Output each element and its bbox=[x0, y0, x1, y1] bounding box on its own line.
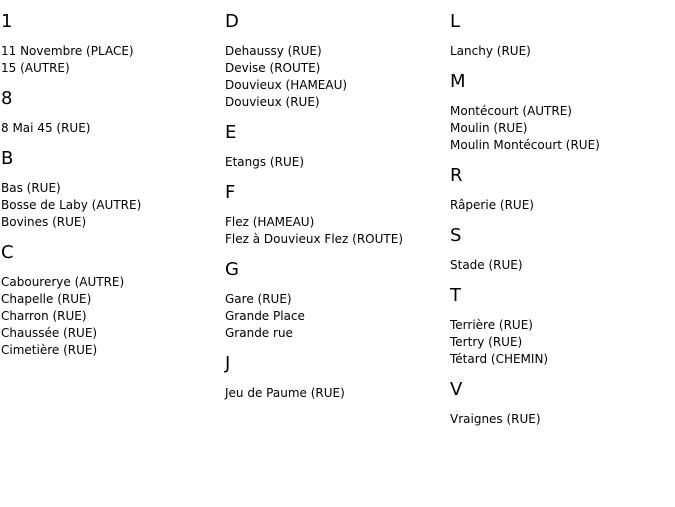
street-list bbox=[450, 43, 675, 60]
street-item[interactable]: 8 Mai 45 (RUE) bbox=[1, 121, 91, 135]
letter-heading: 1 bbox=[1, 11, 13, 32]
letter-group bbox=[225, 259, 445, 342]
street-item[interactable]: Douvieux (HAMEAU) bbox=[225, 78, 348, 92]
letter-heading: 8 bbox=[1, 88, 13, 109]
street-list bbox=[1, 180, 221, 231]
letter-heading: S bbox=[450, 225, 462, 246]
street-item[interactable]: Moulin Montécourt (RUE) bbox=[450, 138, 600, 152]
street-index-column-3 bbox=[450, 0, 675, 439]
street-item[interactable]: Râperie (RUE) bbox=[450, 198, 534, 212]
street-item[interactable]: Grande Place bbox=[225, 309, 305, 323]
street-list bbox=[450, 103, 675, 154]
street-item[interactable]: Etangs (RUE) bbox=[225, 155, 304, 169]
street-list bbox=[450, 197, 675, 214]
letter-group bbox=[225, 11, 445, 111]
letter-heading: V bbox=[450, 379, 463, 400]
street-item[interactable]: Douvieux (RUE) bbox=[225, 95, 320, 109]
street-list bbox=[225, 214, 445, 248]
letter-heading: G bbox=[225, 259, 239, 280]
street-list bbox=[225, 43, 445, 111]
letter-group bbox=[225, 353, 445, 402]
street-item[interactable]: Tétard (CHEMIN) bbox=[450, 352, 549, 366]
street-list bbox=[1, 120, 221, 137]
street-item[interactable]: Caboureryе (AUTRE) bbox=[1, 275, 125, 289]
street-item[interactable]: 15 (AUTRE) bbox=[1, 61, 70, 75]
street-item[interactable]: Devise (ROUTE) bbox=[225, 61, 321, 75]
letter-heading: B bbox=[1, 148, 14, 169]
street-list bbox=[450, 257, 675, 274]
letter-group bbox=[450, 225, 675, 274]
letter-group bbox=[1, 148, 221, 231]
letter-heading: J bbox=[225, 353, 231, 374]
letter-group bbox=[1, 88, 221, 137]
street-item[interactable]: Tertry (RUE) bbox=[450, 335, 523, 349]
letter-heading: M bbox=[450, 71, 466, 92]
street-list bbox=[1, 274, 221, 359]
letter-group bbox=[450, 165, 675, 214]
letter-heading: E bbox=[225, 122, 237, 143]
street-item[interactable]: Cimetière (RUE) bbox=[1, 343, 98, 357]
street-item[interactable]: Grande rue bbox=[225, 326, 293, 340]
street-item[interactable]: 11 Novembre (PLACE) bbox=[1, 44, 134, 58]
street-item[interactable]: Bosse de Laby (AUTRE) bbox=[1, 198, 142, 212]
street-list bbox=[225, 385, 445, 402]
letter-heading: L bbox=[450, 11, 461, 32]
street-list bbox=[1, 43, 221, 77]
street-list bbox=[450, 317, 675, 368]
street-item[interactable]: Bas (RUE) bbox=[1, 181, 61, 195]
street-item[interactable]: Flez (HAMEAU) bbox=[225, 215, 315, 229]
street-item[interactable]: Terrière (RUE) bbox=[450, 318, 533, 332]
street-item[interactable]: Dehaussy (RUE) bbox=[225, 44, 322, 58]
street-item[interactable]: Chaussée (RUE) bbox=[1, 326, 98, 340]
letter-group bbox=[1, 242, 221, 359]
letter-heading: C bbox=[1, 242, 14, 263]
street-item[interactable]: Montécourt (AUTRE) bbox=[450, 104, 572, 118]
letter-group bbox=[450, 285, 675, 368]
street-list bbox=[225, 154, 445, 171]
letter-group bbox=[450, 11, 675, 60]
street-item[interactable]: Flez à Douvieux Flez (ROUTE) bbox=[225, 232, 404, 246]
letter-group bbox=[225, 182, 445, 248]
street-index-column-2 bbox=[225, 0, 445, 413]
street-index-column-1 bbox=[1, 0, 221, 370]
street-item[interactable]: Vraignes (RUE) bbox=[450, 412, 541, 426]
letter-heading: R bbox=[450, 165, 463, 186]
letter-group bbox=[225, 122, 445, 171]
street-list bbox=[225, 291, 445, 342]
street-item[interactable]: Charron (RUE) bbox=[1, 309, 87, 323]
letter-heading: T bbox=[450, 285, 461, 306]
street-item[interactable]: Chapelle (RUE) bbox=[1, 292, 92, 306]
letter-group bbox=[1, 11, 221, 77]
letter-group bbox=[450, 71, 675, 154]
street-item[interactable]: Stade (RUE) bbox=[450, 258, 523, 272]
street-item[interactable]: Moulin (RUE) bbox=[450, 121, 528, 135]
letter-group bbox=[450, 379, 675, 428]
letter-heading: F bbox=[225, 182, 236, 203]
street-item[interactable]: Jeu de Paume (RUE) bbox=[225, 386, 345, 400]
street-item[interactable]: Gare (RUE) bbox=[225, 292, 292, 306]
street-item[interactable]: Lanchy (RUE) bbox=[450, 44, 531, 58]
letter-heading: D bbox=[225, 11, 239, 32]
street-list bbox=[450, 411, 675, 428]
street-item[interactable]: Bovines (RUE) bbox=[1, 215, 87, 229]
